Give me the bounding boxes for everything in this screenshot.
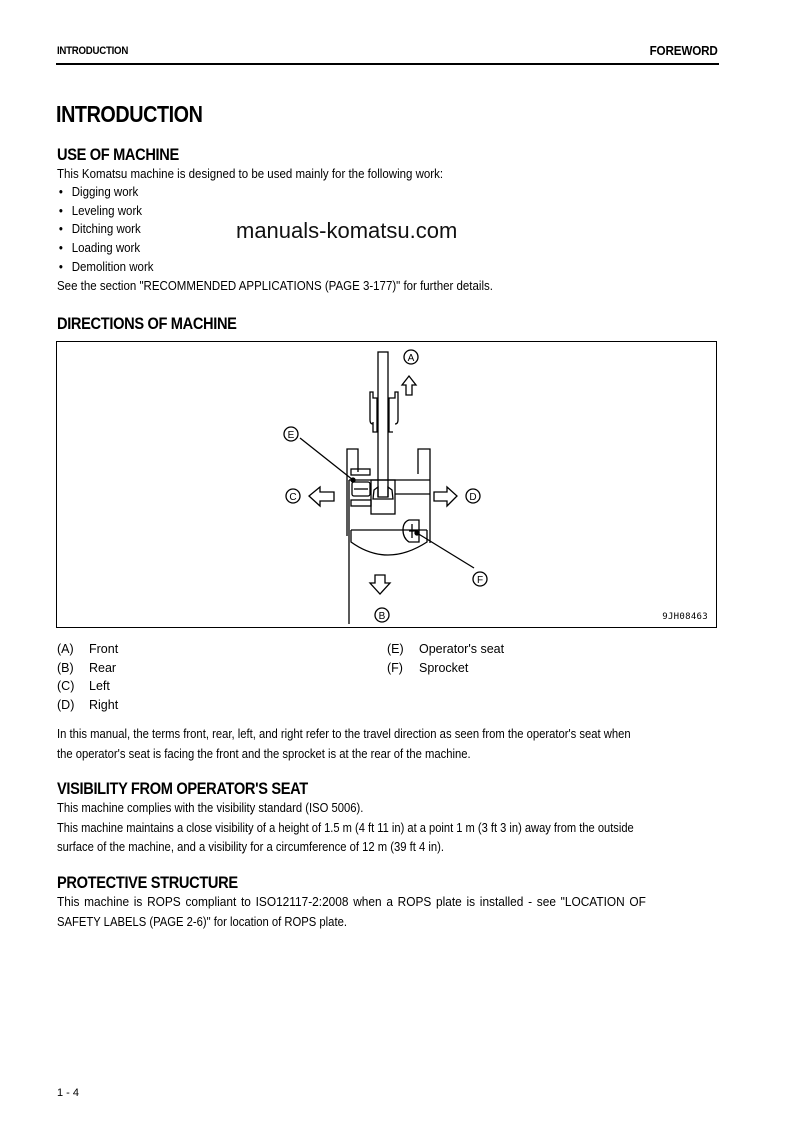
callout-c-label: C (289, 492, 297, 503)
callout-d-label: D (469, 492, 477, 503)
legend-item-sprocket: (F) Sprocket (387, 660, 469, 675)
directions-figure (56, 341, 717, 628)
list-item: • Leveling work (57, 202, 154, 221)
running-header-left: INTRODUCTION (57, 45, 129, 57)
machine-top-view-diagram (57, 342, 718, 629)
directions-note: In this manual, the terms front, rear, left, and right refer to the travel direction as seen from the operator's seat when the operator's seat is facing the front and the sprocket is at the rear of the machine. (57, 727, 631, 761)
work-list (57, 183, 162, 277)
section-heading-directions: DIRECTIONS OF MACHINE (57, 314, 237, 333)
visibility-text: This machine complies with the visibility standard (ISO 5006). This machine maintains a close visibility of a height of 1.5 m (4 ft 11 in) at a point 1 m (3 ft 3 in) away from the outside surface of the machine, and a visibility for a circumference of 12 m (39 ft 4 in). (57, 801, 634, 854)
section-heading-protective: PROTECTIVE STRUCTURE (57, 873, 238, 892)
legend-item-front: (A) Front (57, 642, 119, 656)
bullet-icon: • (58, 222, 63, 237)
section-heading-visibility: VISIBILITY FROM OPERATOR'S SEAT (57, 779, 308, 798)
list-item: • Digging work (57, 183, 154, 202)
legend-right (387, 640, 504, 677)
legend-item-operator-seat: (E) Operator's seat (387, 642, 505, 656)
figure-code: 9JH08463 (662, 612, 708, 622)
bullet-icon: • (58, 185, 63, 199)
bullet-icon: • (58, 203, 63, 218)
legend-item-right: (D) Right (57, 698, 119, 713)
use-intro-text: This Komatsu machine is designed to be used mainly for the following work: (57, 167, 444, 181)
callout-f-label: F (476, 575, 484, 586)
callout-e-label: E (287, 430, 295, 441)
see-also-text: See the section "RECOMMENDED APPLICATIONS (PAGE 3-177)" for further details. (57, 279, 493, 293)
callout-b-label: B (378, 611, 386, 622)
header-rule (56, 63, 719, 65)
legend-item-rear: (B) Rear (57, 660, 117, 675)
list-item: • Ditching work (57, 220, 154, 239)
running-header-right: FOREWORD (649, 43, 718, 58)
bullet-icon: • (58, 241, 63, 256)
legend-item-left: (C) Left (57, 679, 110, 694)
protective-text: This machine is ROPS compliant to ISO12117-2:2008 when a ROPS plate is installed - see "LOCATION OF SAFETY LABELS (PAGE 2-6)" for location of ROPS plate. (57, 895, 646, 929)
page-number: 1 - 4 (57, 1087, 80, 1099)
bullet-icon: • (58, 259, 63, 274)
list-item: • Loading work (57, 239, 154, 258)
legend-left (57, 640, 118, 715)
callout-a-label: A (407, 353, 415, 364)
watermark: manuals-komatsu.com (236, 218, 458, 243)
section-heading-use-of-machine: USE OF MACHINE (57, 145, 179, 164)
list-item: • Demolition work (57, 258, 154, 277)
page-title: INTRODUCTION (56, 101, 203, 127)
